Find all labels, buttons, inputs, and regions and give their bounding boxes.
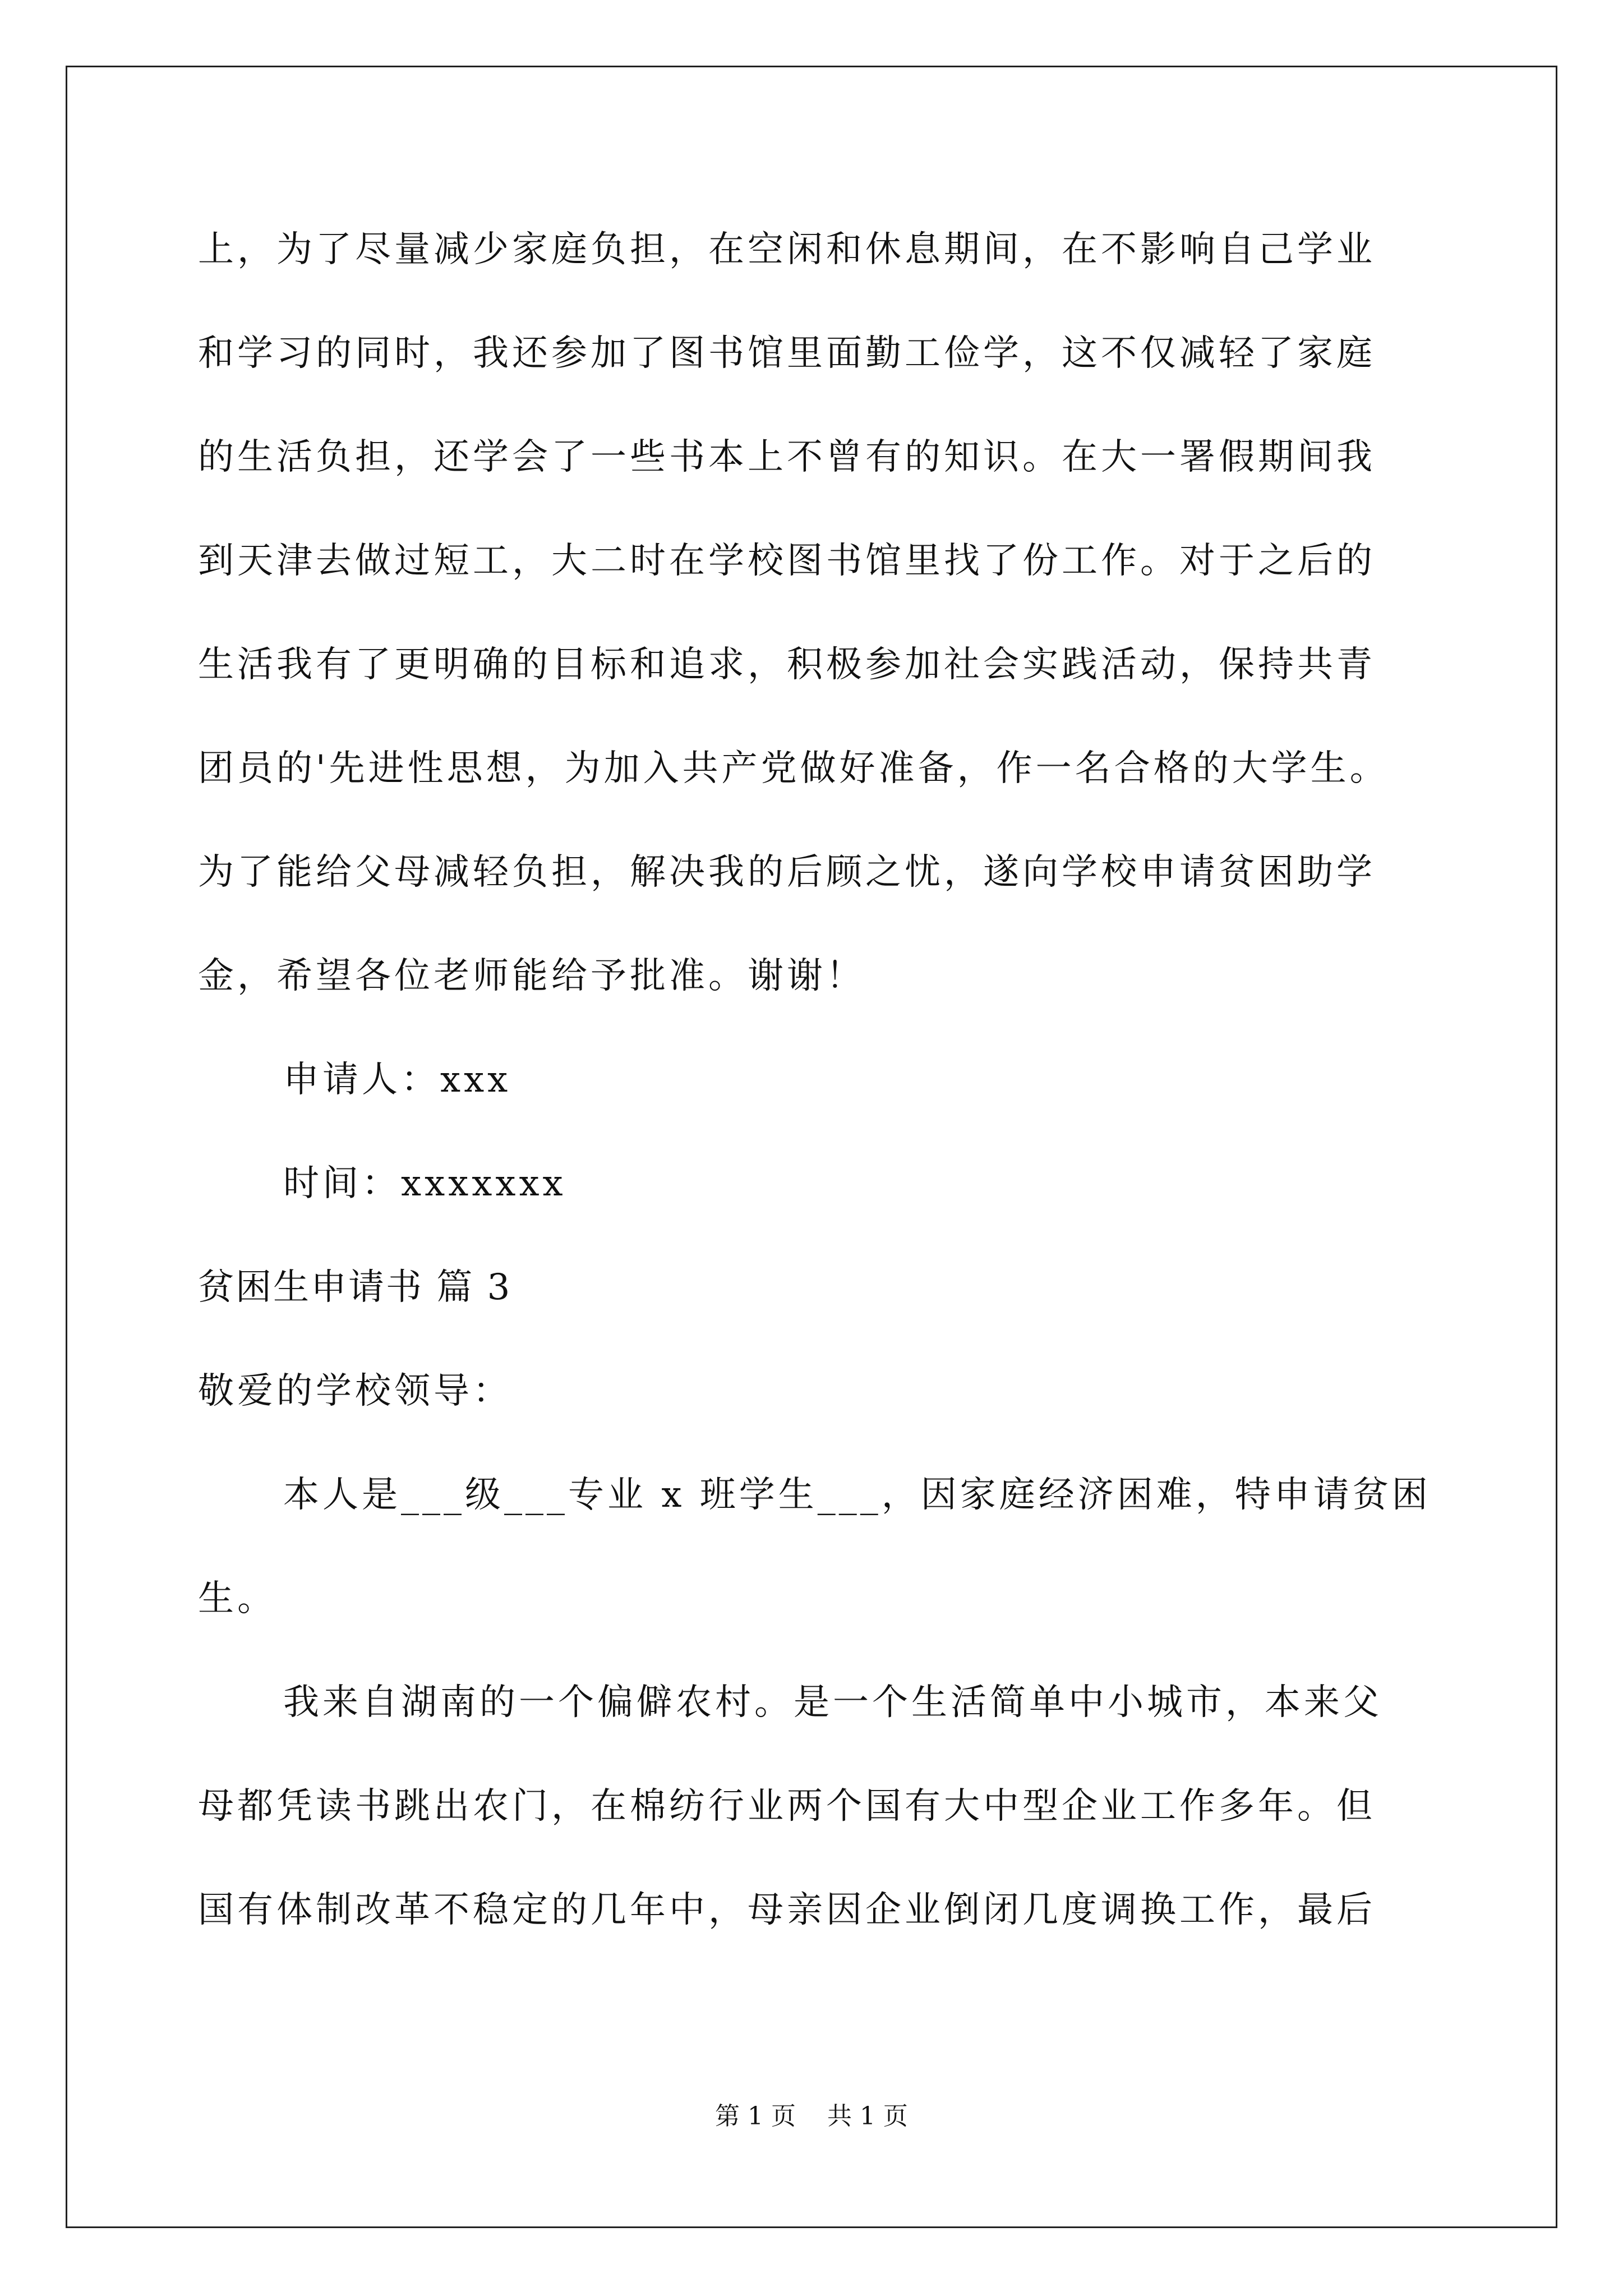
salutation: 敬爱的学校领导：	[198, 1370, 512, 1412]
date-line: 时间：xxxxxxx	[283, 1163, 566, 1204]
section-title: 贫困生申请书 篇 3	[198, 1267, 512, 1308]
paragraph2-line-1: 本人是___级___专业 x 班学生___，因家庭经济困难，特申请贫困	[283, 1474, 1431, 1516]
paragraph1-line-4: 到天津去做过短工，大二时在学校图书馆里找了份工作。对于之后的	[198, 540, 1376, 582]
paragraph2-line-2: 生。	[198, 1578, 276, 1619]
paragraph1-line-6: 团员的'先进性思想，为加入共产党做好准备，作一名合格的大学生。	[198, 748, 1389, 789]
paragraph3-line-2: 母都凭读书跳出农门，在棉纺行业两个国有大中型企业工作多年。但	[198, 1786, 1376, 1827]
paragraph1-line-3: 的生活负担，还学会了一些书本上不曾有的知识。在大一署假期间我	[198, 436, 1376, 478]
paragraph3-line-3: 国有体制改革不稳定的几年中，母亲因企业倒闭几度调换工作，最后	[198, 1889, 1376, 1931]
paragraph3-line-1: 我来自湖南的一个偏僻农村。是一个生活简单中小城市，本来父	[283, 1682, 1382, 1723]
paragraph1-line-2: 和学习的同时，我还参加了图书馆里面勤工俭学，这不仅减轻了家庭	[198, 333, 1376, 374]
applicant-line: 申请人：xxx	[283, 1059, 511, 1101]
paragraph1-line-1: 上，为了尽量减少家庭负担，在空闲和休息期间，在不影响自己学业	[198, 229, 1376, 270]
page-number-footer: 第 1 页 共 1 页	[715, 2102, 908, 2131]
paragraph1-line-7: 为了能给父母减轻负担，解决我的后顾之忧，遂向学校申请贫困助学	[198, 852, 1376, 893]
paragraph1-line-5: 生活我有了更明确的目标和追求，积极参加社会实践活动，保持共青	[198, 644, 1376, 685]
paragraph1-line-8: 金，希望各位老师能给予批准。谢谢！	[198, 955, 865, 997]
